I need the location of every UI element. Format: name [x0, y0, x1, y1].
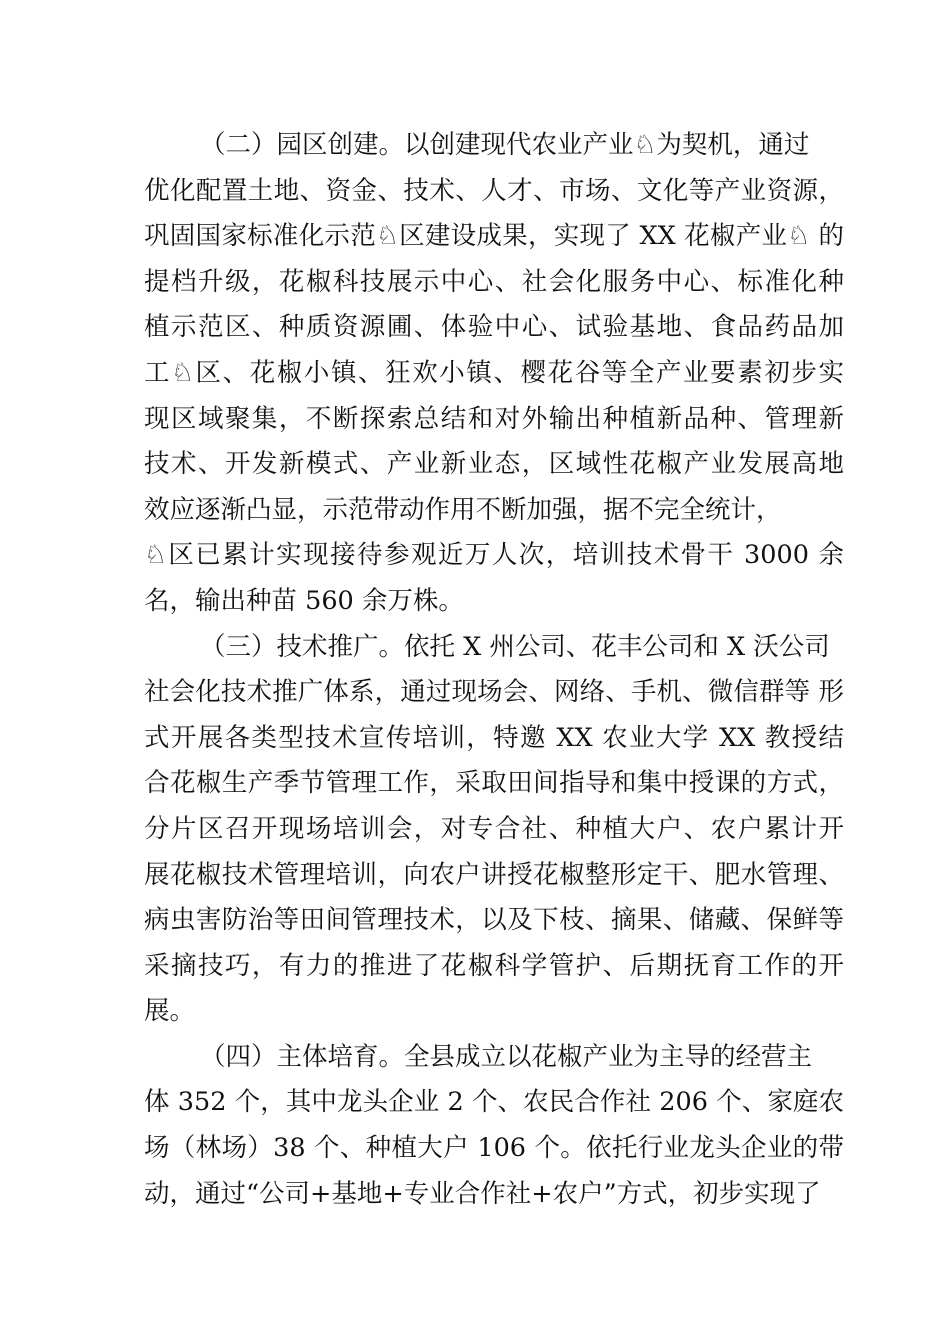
- text-line: 工♘区、花椒小镇、狂欢小镇、樱花谷等全产业要素初步实: [144, 357, 844, 388]
- paragraph-heading-line: （三）技术推广。依托 X 州公司、花丰公司和 X 沃公司: [200, 631, 830, 662]
- paragraph-park-construction: [144, 123, 844, 625]
- paragraph-last-line: 展。: [144, 996, 196, 1027]
- text-line: 提档升级，花椒科技展示中心、社会化服务中心、标准化种: [144, 266, 844, 297]
- text-line: 效应逐渐凸显，示范带动作用不断加强，据不完全统计，: [144, 494, 782, 525]
- document-body: [144, 123, 844, 1217]
- text-line: 优化配置土地、资金、技术、人才、市场、文化等产业资源，: [144, 175, 844, 206]
- text-line: ♘区已累计实现接待参观近万人次，培训技术骨干 3000 余: [144, 540, 844, 571]
- text-line: 合花椒生产季节管理工作，采取田间指导和集中授课的方式，: [144, 768, 844, 799]
- text-line: 社会化技术推广体系，通过现场会、网络、手机、微信群等 形: [144, 677, 844, 708]
- text-line: 体 352 个，其中龙头企业 2 个、农民合作社 206 个、家庭农: [144, 1087, 844, 1118]
- text-line: 植示范区、种质资源圃、体验中心、试验基地、食品药品加: [144, 312, 844, 343]
- paragraph-heading-line: （二）园区创建。以创建现代农业产业♘为契机，通过: [200, 130, 810, 160]
- text-line: 现区域聚集，不断探索总结和对外输出种植新品种、管理新: [144, 403, 844, 434]
- paragraph-entity-cultivation: [144, 1035, 844, 1217]
- text-line: 分片区召开现场培训会，对专合社、种植大户、农户累计开: [144, 813, 844, 844]
- text-line: 采摘技巧，有力的推进了花椒科学管护、后期抚育工作的开: [144, 950, 844, 981]
- paragraph-last-line: 名，输出种苗 560 余万株。: [144, 585, 464, 616]
- text-line: 场（林场）38 个、种植大户 106 个。依托行业龙头企业的带: [144, 1133, 844, 1164]
- text-line: 技术、开发新模式、产业新业态，区域性花椒产业发展高地: [144, 449, 844, 480]
- paragraph-heading-line: （四）主体培育。全县成立以花椒产业为主导的经营主: [200, 1041, 813, 1072]
- paragraph-technology-promotion: [144, 625, 844, 1035]
- text-line: 巩固国家标准化示范♘区建设成果，实现了 XX 花椒产业♘ 的: [144, 221, 844, 252]
- text-line: 病虫害防治等田间管理技术，以及下枝、摘果、储藏、保鲜等: [144, 905, 844, 936]
- text-line: 动，通过“公司+基地+专业合作社+农户”方式，初步实现了: [144, 1178, 821, 1209]
- text-line: 式开展各类型技术宣传培训，特邀 XX 农业大学 XX 教授结: [144, 722, 844, 753]
- text-line: 展花椒技术管理培训，向农户讲授花椒整形定干、肥水管理、: [144, 859, 844, 890]
